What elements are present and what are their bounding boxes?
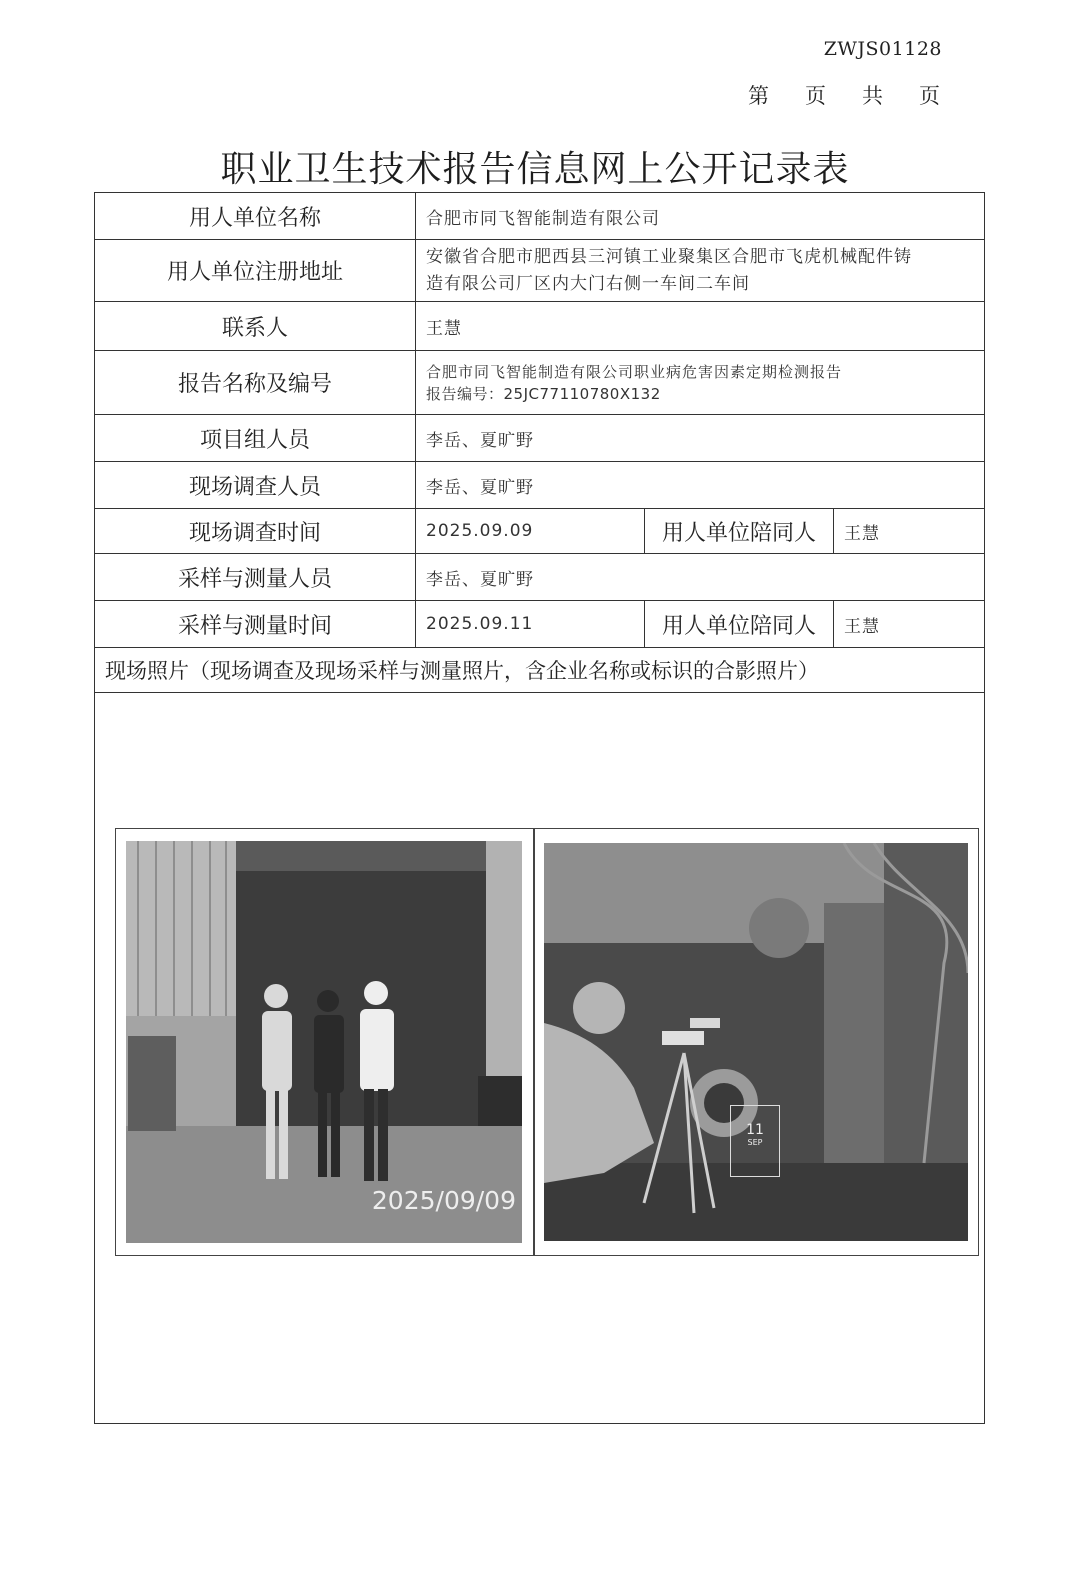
- report-number: 报告编号：25JC77110780X132: [426, 384, 661, 403]
- sampling-companion-label: 用人单位陪同人: [645, 601, 834, 648]
- photo-area: [95, 693, 984, 1423]
- page-count: [748, 80, 940, 110]
- table-row: [95, 193, 985, 240]
- unit-address-value: [416, 240, 985, 302]
- sampling-staff-value: 李岳、夏旷野: [416, 554, 985, 601]
- sampling-time-value: 2025.09.11: [416, 601, 645, 648]
- table-row: [95, 554, 985, 601]
- photos-cell: [95, 693, 985, 1424]
- table-row: [95, 601, 985, 648]
- site-survey-photo-drawing: [126, 841, 522, 1243]
- project-team-label: 项目组人员: [95, 415, 416, 462]
- site-survey-photo: [126, 841, 522, 1243]
- unit-name-label: 用人单位名称: [95, 193, 416, 240]
- table-row: [95, 648, 985, 693]
- table-row: [95, 462, 985, 509]
- sampling-photo-drawing: [544, 843, 968, 1241]
- photos-heading: 现场照片（现场调查及现场采样与测量照片，含企业名称或标识的合影照片）: [95, 648, 985, 693]
- table-row: [95, 693, 985, 1424]
- address-line-2: 造有限公司厂区内大门右侧一车间二车间: [426, 273, 750, 294]
- photo-date-tag: [730, 1105, 780, 1177]
- address-line-1: 安徽省合肥市肥西县三河镇工业聚集区合肥市飞虎机械配件铸: [426, 246, 912, 267]
- document-code: ZWJS01128: [823, 38, 942, 60]
- photo-date-stamp: 2025/09/09: [371, 1186, 516, 1215]
- report-name: 合肥市同飞智能制造有限公司职业病危害因素定期检测报告: [426, 362, 843, 381]
- record-table: [94, 192, 985, 1424]
- table-row: [95, 351, 985, 415]
- survey-companion-value: 王慧: [834, 509, 985, 554]
- table-row: [95, 415, 985, 462]
- sampling-photo: [544, 843, 968, 1241]
- sampling-companion-value: 王慧: [834, 601, 985, 648]
- sampling-staff-label: 采样与测量人员: [95, 554, 416, 601]
- photo-divider: [533, 829, 535, 1255]
- contact-value: 王慧: [416, 302, 985, 351]
- survey-time-value: 2025.09.09: [416, 509, 645, 554]
- survey-time-label: 现场调查时间: [95, 509, 416, 554]
- page-label-3: 共: [862, 84, 883, 108]
- unit-name-value: 合肥市同飞智能制造有限公司: [416, 193, 985, 240]
- report-label: 报告名称及编号: [95, 351, 416, 415]
- photo-frame: [115, 828, 979, 1256]
- project-team-value: 李岳、夏旷野: [416, 415, 985, 462]
- table-row: [95, 509, 985, 554]
- survey-staff-label: 现场调查人员: [95, 462, 416, 509]
- report-value: [416, 351, 985, 415]
- page-label-2: 页: [805, 84, 826, 108]
- survey-staff-value: 李岳、夏旷野: [416, 462, 985, 509]
- page-label-4: 页: [919, 84, 940, 108]
- page-label-1: 第: [748, 84, 769, 108]
- table-row: [95, 240, 985, 302]
- date-tag-month: SEP: [747, 1138, 763, 1147]
- sampling-time-label: 采样与测量时间: [95, 601, 416, 648]
- contact-label: 联系人: [95, 302, 416, 351]
- document-title: 职业卫生技术报告信息网上公开记录表: [220, 149, 850, 190]
- table-row: [95, 302, 985, 351]
- unit-address-label: 用人单位注册地址: [95, 240, 416, 302]
- survey-companion-label: 用人单位陪同人: [645, 509, 834, 554]
- date-tag-day: 11: [746, 1122, 764, 1138]
